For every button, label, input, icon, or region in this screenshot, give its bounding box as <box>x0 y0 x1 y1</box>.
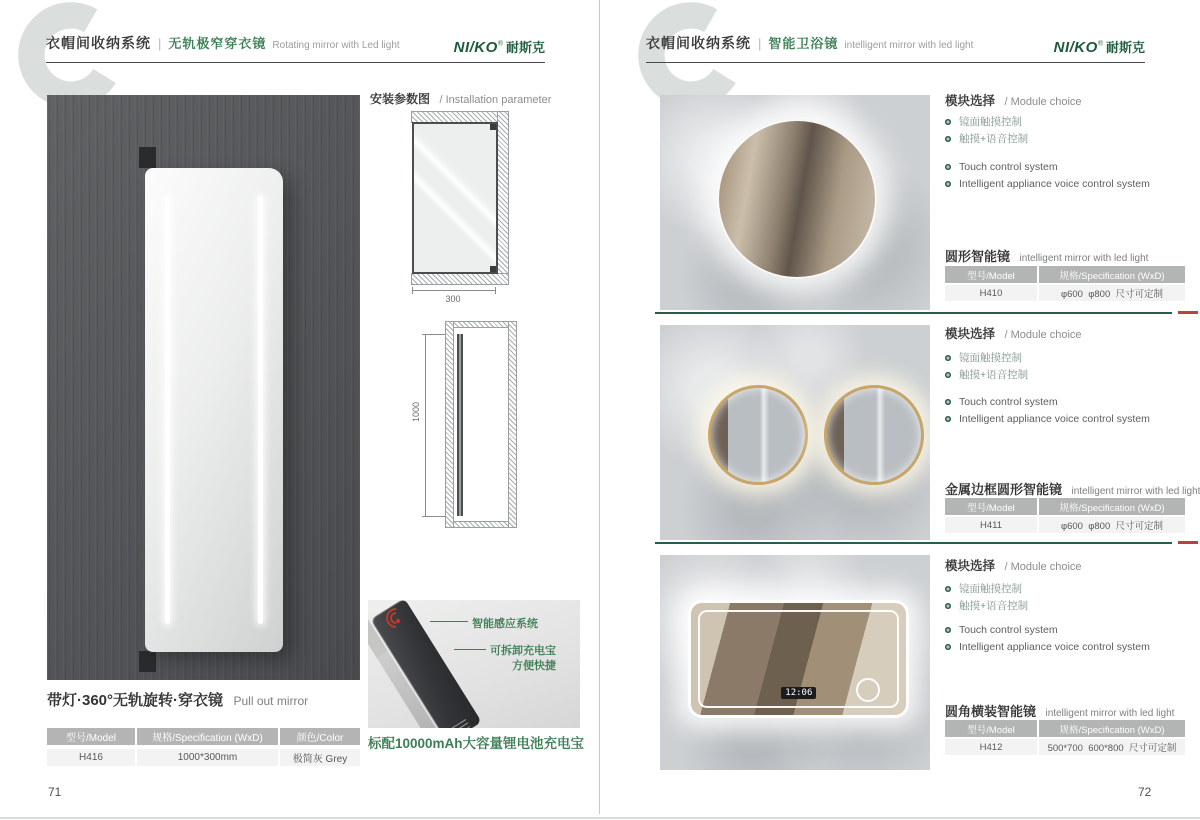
table-row: H416 1000*300mm 极简灰 Grey <box>47 749 360 766</box>
bullet-icon <box>945 627 951 633</box>
dimension-height: 1000 <box>411 402 421 423</box>
product-title: 圆形智能镜 intelligent mirror with led light <box>945 249 1149 264</box>
bullet-icon <box>945 416 951 422</box>
header-category: 衣帽间收纳系统 <box>46 35 151 51</box>
label-removable-2: 方便快捷 <box>512 660 556 672</box>
header-category: 衣帽间收纳系统 <box>646 35 751 51</box>
bullet-en: Touch control system <box>959 161 1058 173</box>
page-number-right: 72 <box>1138 785 1152 799</box>
header-product-cn: 无轨极窄穿衣镜 <box>168 36 267 51</box>
model-value: H412 <box>945 739 1037 755</box>
diagram-mirror-side <box>457 334 463 516</box>
bullet-cn: 触摸+语音控制 <box>959 133 1029 145</box>
bullet-icon <box>945 181 951 187</box>
section-round-mirror <box>600 88 1200 320</box>
bullet-icon <box>945 136 951 142</box>
diagram-mirror-front <box>412 122 498 274</box>
model-value: H410 <box>945 285 1037 301</box>
battery-caption: 标配10000mAh大容量锂电池充电宝 <box>368 736 585 751</box>
header-product-cn: 智能卫浴镜 <box>768 36 839 51</box>
photo-horizontal-mirror <box>660 555 930 770</box>
label-removable-1: 可拆卸充电宝 <box>490 645 556 657</box>
bullet-en: Touch control system <box>959 624 1058 636</box>
bullet-en: Intelligent appliance voice control system <box>959 178 1150 190</box>
section-divider <box>655 542 1172 544</box>
photo-round-mirror <box>660 95 930 310</box>
touch-button-icon <box>856 678 880 702</box>
led-strip-right <box>258 196 263 624</box>
right-page-header <box>646 33 973 53</box>
bottom-edge <box>0 817 1200 819</box>
bullet-cn: 镜面触摸控制 <box>959 583 1022 595</box>
mirror <box>145 168 283 652</box>
left-product-title: 带灯·360°无轨旋转·穿衣镜 Pull out mirror <box>47 692 309 709</box>
bullet-cn: 触摸+语音控制 <box>959 369 1029 381</box>
spec-value: φ600 φ800 尺寸可定制 <box>1039 517 1185 533</box>
module-heading: 模块选择 / Module choice <box>945 327 1082 341</box>
model-value: H411 <box>945 517 1037 533</box>
section-metal-round-mirror <box>600 320 1200 552</box>
dimension-width: 300 <box>445 294 461 304</box>
brand-logo: NI/KO® 耐斯克 <box>453 39 545 56</box>
header-rule <box>646 62 1145 63</box>
section-divider-accent <box>1178 541 1198 544</box>
bullet-icon <box>945 164 951 170</box>
section-horizontal-mirror <box>600 552 1200 784</box>
bullet-icon <box>945 355 951 361</box>
product-title: 金属边框圆形智能镜 intelligent mirror with led light <box>945 482 1200 497</box>
bullet-icon <box>945 586 951 592</box>
header-product-en: intelligent mirror with led light <box>844 40 974 51</box>
bullet-cn: 镜面触摸控制 <box>959 116 1022 128</box>
bullet-icon <box>945 372 951 378</box>
section-divider <box>655 312 1172 314</box>
left-product-table <box>47 728 360 766</box>
bullet-cn: 镜面触摸控制 <box>959 352 1022 364</box>
module-heading: 模块选择 / Module choice <box>945 559 1082 573</box>
header-separator: | <box>758 36 762 51</box>
table-header-row: 型号/Model 规格/Specification (WxD) 颜色/Color <box>47 728 360 745</box>
label-sensor: 智能感应系统 <box>472 618 538 630</box>
brand-logo: NI/KO® 耐斯克 <box>1053 39 1145 56</box>
bullet-icon <box>945 399 951 405</box>
installation-heading: 安装参数图 / Installation parameter <box>370 92 552 106</box>
mirror-bracket-top-icon <box>139 147 156 168</box>
spec-value: 500*700 600*800 尺寸可定制 <box>1039 739 1185 755</box>
round-mirror-left <box>708 385 808 485</box>
section-divider-accent <box>1178 311 1198 314</box>
left-page-header <box>46 33 400 53</box>
header-separator: | <box>158 36 162 51</box>
module-heading: 模块选择 / Module choice <box>945 94 1082 108</box>
bullet-en: Intelligent appliance voice control system <box>959 413 1150 425</box>
page-number-left: 71 <box>48 785 62 799</box>
header-product-en: Rotating mirror with Led light <box>272 40 400 51</box>
product-table: 型号/Model 规格/Specification (WxD) H412 500*700 600*800 尺寸可定制 <box>945 720 1185 755</box>
c-watermark-icon <box>16 0 126 110</box>
bullet-icon <box>945 603 951 609</box>
product-title: 圆角横装智能镜 intelligent mirror with led light <box>945 704 1175 719</box>
product-table: 型号/Model 规格/Specification (WxD) H411 φ600 φ800 尺寸可定制 <box>945 498 1185 533</box>
mirror-bracket-bottom-icon <box>139 651 156 672</box>
round-mirror <box>717 119 877 279</box>
spec-value: φ600 φ800 尺寸可定制 <box>1039 285 1185 301</box>
bullet-icon <box>945 119 951 125</box>
horizontal-mirror <box>688 600 909 718</box>
page-gutter-divider <box>599 0 600 814</box>
product-photo-pull-out-mirror <box>47 95 360 680</box>
product-table: 型号/Model 规格/Specification (WxD) H410 φ600 φ800 尺寸可定制 <box>945 266 1185 301</box>
bullet-en: Intelligent appliance voice control system <box>959 641 1150 653</box>
bullet-en: Touch control system <box>959 396 1058 408</box>
clock-display: 12:06 <box>781 687 816 699</box>
installation-diagram-side <box>411 322 520 532</box>
round-mirror-right <box>824 385 924 485</box>
bullet-icon <box>945 644 951 650</box>
header-rule <box>46 62 545 63</box>
battery-detail-photo <box>368 600 580 728</box>
led-strip-left <box>165 196 170 624</box>
installation-diagram-front <box>410 112 510 307</box>
photo-metal-round-mirrors <box>660 325 930 540</box>
bullet-cn: 触摸+语音控制 <box>959 600 1029 612</box>
